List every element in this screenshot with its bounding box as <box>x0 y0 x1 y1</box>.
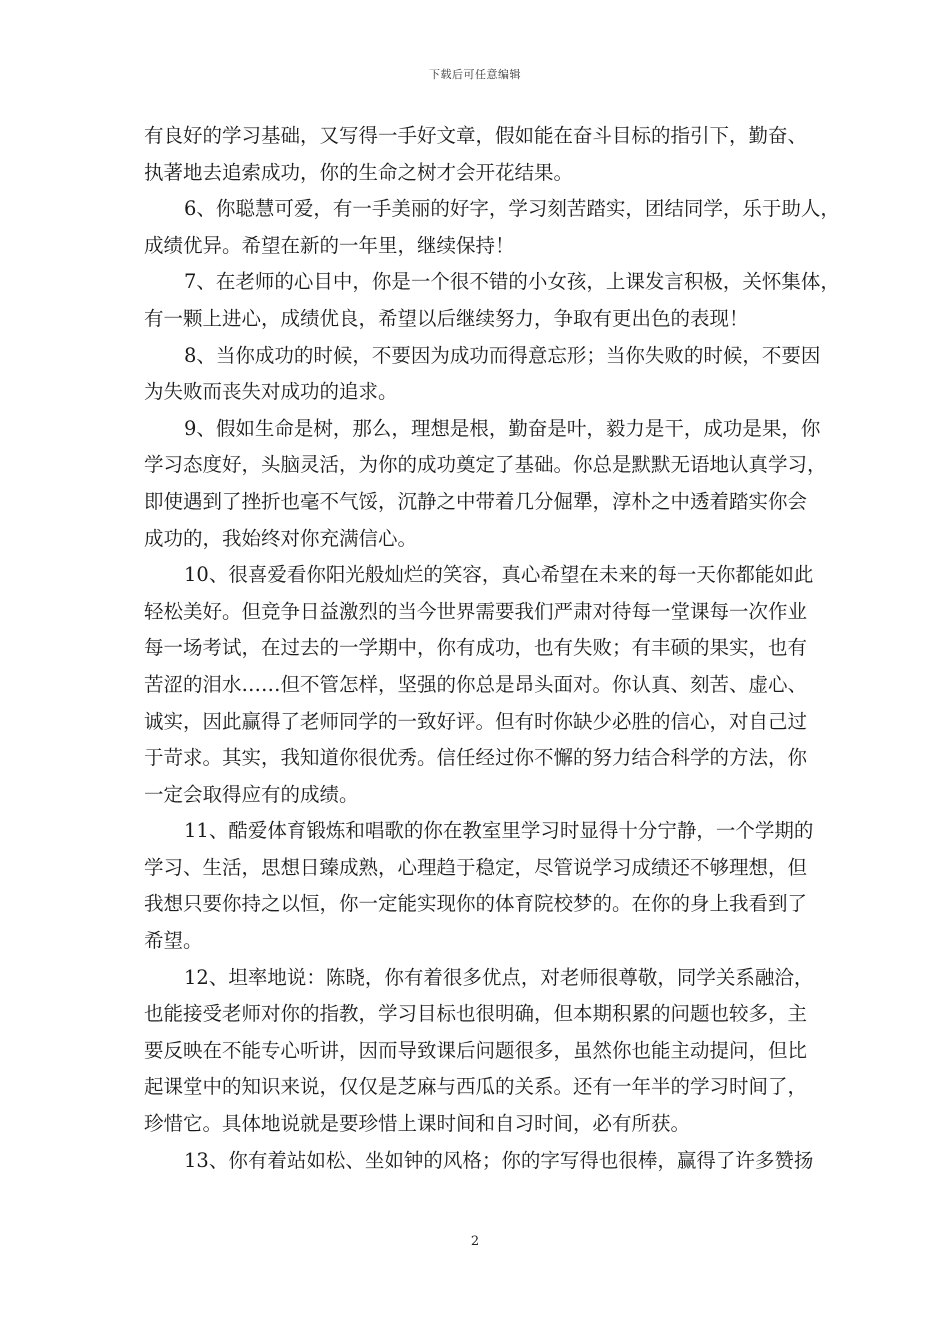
page-number: 2 <box>470 1234 480 1249</box>
text-line: 即使遇到了挫折也毫不气馁，沉静之中带着几分倔犟，淳朴之中透着踏实你会 <box>144 489 808 513</box>
text-line: 有一颗上进心，成绩优良，希望以后继续努力，争取有更出色的表现！ <box>144 306 749 330</box>
paragraph <box>144 960 814 1143</box>
text-line: 学习、生活，思想日臻成熟，心理趋于稳定，尽管说学习成绩还不够理想，但 <box>144 855 808 879</box>
text-line: 8、当你成功的时候，不要因为成功而得意忘形；当你失败的时候，不要因 <box>184 343 821 367</box>
text-line: 有良好的学习基础，又写得一手好文章，假如能在奋斗目标的指引下，勤奋、 <box>144 124 808 147</box>
text-line: 诚实，因此赢得了老师同学的一致好评。但有时你缺少必胜的信心，对自己过 <box>144 709 808 733</box>
page-header: 下载后可任意编辑 <box>429 68 521 81</box>
paragraph <box>144 191 840 264</box>
text-line: 13、你有着站如松、坐如钟的风格；你的字写得也很棒，赢得了许多赞扬 <box>184 1148 814 1172</box>
paragraph <box>144 411 827 557</box>
text-line: 6、你聪慧可爱，有一手美丽的好字，学习刻苦踏实，团结同学，乐于助人， <box>184 197 840 221</box>
text-line: 轻松美好。但竞争日益激烈的当今世界需要我们严肃对待每一堂课每一次作业 <box>144 599 808 623</box>
paragraph <box>144 813 814 959</box>
text-line: 为失败而丧失对成功的追求。 <box>144 380 398 404</box>
text-line: 每一场考试，在过去的一学期中，你有成功，也有失败；有丰硕的果实，也有 <box>144 636 808 660</box>
text-line: 10、很喜爱看你阳光般灿烂的笑容，真心希望在未来的每一天你都能如此 <box>184 563 814 587</box>
text-line: 苦涩的泪水……但不管怎样，坚强的你总是昂头面对。你认真、刻苦、虚心、 <box>144 672 808 696</box>
text-line: 成绩优异。希望在新的一年里，继续保持！ <box>144 233 515 257</box>
paragraph <box>144 557 814 813</box>
text-line: 学习态度好，头脑灵活，为你的成功奠定了基础。你总是默默无语地认真学习， <box>144 453 827 477</box>
text-line: 执著地去追索成功，你的生命之树才会开花结果。 <box>144 160 574 184</box>
text-line: 要反映在不能专心听讲，因而导致课后问题很多，虽然你也能主动提问，但比 <box>144 1038 808 1062</box>
paragraph <box>144 1143 814 1180</box>
text-line: 9、假如生命是树，那么，理想是根，勤奋是叶，毅力是干，成功是果，你 <box>184 416 821 440</box>
text-line: 于苛求。其实，我知道你很优秀。信任经过你不懈的努力结合科学的方法，你 <box>144 746 808 770</box>
text-line: 起课堂中的知识来说，仅仅是芝麻与西瓜的关系。还有一年半的学习时间了， <box>144 1075 808 1099</box>
text-line: 12、坦率地说：陈晓，你有着很多优点，对老师很尊敬，同学关系融洽， <box>184 965 814 989</box>
document-body <box>144 118 840 1179</box>
text-line: 7、在老师的心目中，你是一个很不错的小女孩，上课发言积极，关怀集体， <box>184 270 840 294</box>
text-line: 也能接受老师对你的指教，学习目标也很明确，但本期积累的问题也较多，主 <box>144 1002 808 1026</box>
text-line: 一定会取得应有的成绩。 <box>144 782 359 806</box>
paragraph <box>144 338 821 411</box>
text-line: 希望。 <box>144 929 203 953</box>
text-line: 珍惜它。具体地说就是要珍惜上课时间和自习时间，必有所获。 <box>144 1112 691 1136</box>
text-line: 成功的，我始终对你充满信心。 <box>144 526 418 550</box>
text-line: 11、酷爱体育锻炼和唱歌的你在教室里学习时显得十分宁静，一个学期的 <box>184 819 814 843</box>
paragraph <box>144 264 840 337</box>
text-line: 我想只要你持之以恒，你一定能实现你的体育院校梦的。在你的身上我看到了 <box>144 892 808 916</box>
paragraph <box>144 118 807 191</box>
